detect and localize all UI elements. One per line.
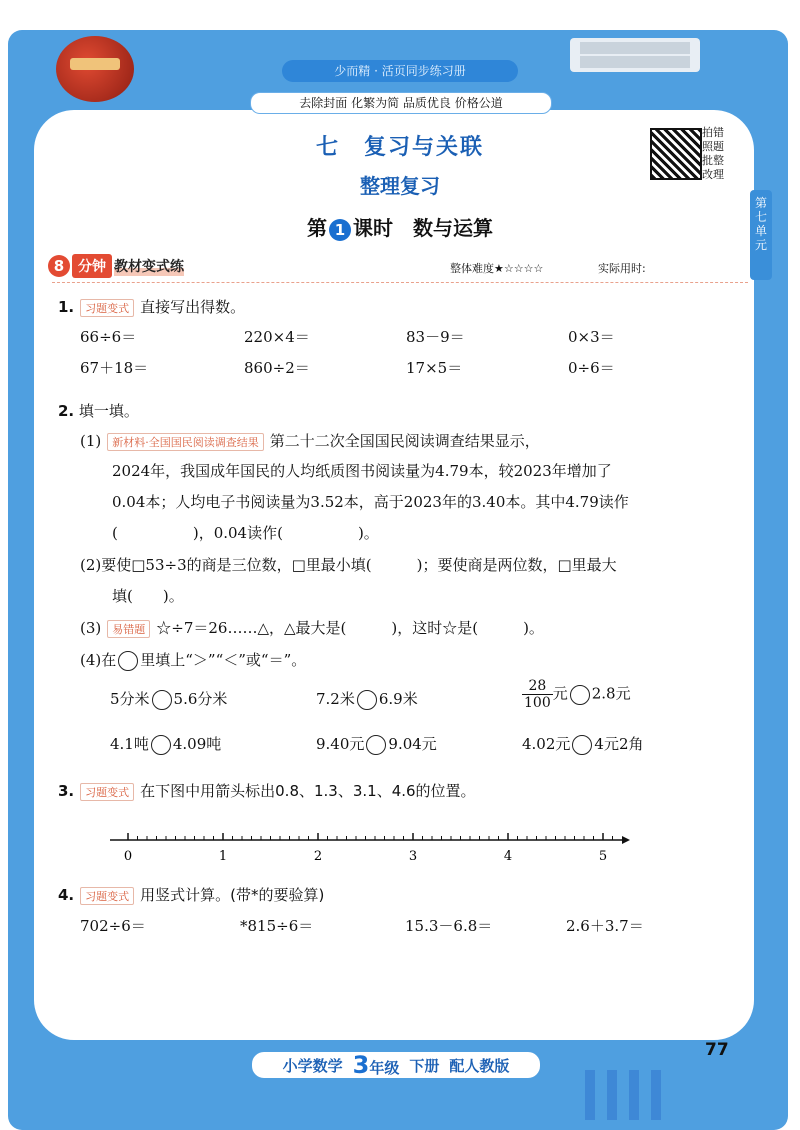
footer-label xyxy=(250,1050,542,1080)
question-prompt: 填一填。 xyxy=(78,402,139,420)
question-tag: 习题变式 xyxy=(80,299,134,317)
question-tag: 易错题 xyxy=(107,620,150,638)
compare-left: 4.02元 xyxy=(522,735,571,753)
practice-badge xyxy=(48,254,184,278)
exercise: 702÷6＝ xyxy=(80,917,146,935)
exercise: 0÷6＝ xyxy=(568,359,615,377)
tick-label: 5 xyxy=(598,849,608,864)
slogan: 去除封面 化繁为简 品质优良 价格公道 xyxy=(250,92,552,114)
question-prompt: 用竖式计算。(带*的要验算) xyxy=(140,886,325,904)
exercise: *815÷6＝ xyxy=(240,917,314,935)
term: 下册 xyxy=(409,1056,440,1075)
lesson-suffix: 课时 数与运算 xyxy=(353,216,493,240)
compare-circle[interactable] xyxy=(118,651,138,671)
compare-item xyxy=(110,733,221,755)
exercise: 66÷6＝ xyxy=(80,328,137,346)
compare-item xyxy=(522,733,644,755)
tick-label: 1 xyxy=(218,849,228,864)
fraction xyxy=(522,678,553,711)
stripe xyxy=(629,1070,639,1120)
q2-part1-line3: 0.04本；人均电子书阅读量为3.52本，高于2023年的3.40本。其中4.79读作 xyxy=(112,493,629,511)
question-3 xyxy=(58,780,476,801)
lesson-prefix: 第 xyxy=(307,216,327,240)
minutes-label: 分钟 xyxy=(72,254,112,278)
time-used: 实际用时: xyxy=(598,262,646,275)
number-line[interactable] xyxy=(100,820,640,870)
compare-right: 4.09吨 xyxy=(172,735,222,753)
compare-right: 5.6分米 xyxy=(173,690,228,708)
chapter-title: 七 复习与关联 xyxy=(315,135,484,160)
question-prompt: 在下图中用箭头标出0.8、1.3、3.1、4.6的位置。 xyxy=(140,782,476,800)
unit-side-tab: 第七单元 xyxy=(750,190,772,280)
page-number: 77 xyxy=(705,1040,729,1060)
question-number: 4. xyxy=(58,886,75,904)
compare-right: 4元2角 xyxy=(594,735,644,753)
practice-title: 教材变式练 xyxy=(114,256,184,276)
info-row xyxy=(580,42,690,54)
question-number: 3. xyxy=(58,782,75,800)
grade-label: 年级 xyxy=(369,1059,400,1077)
info-row xyxy=(580,56,690,68)
compare-circle[interactable] xyxy=(357,690,377,710)
tick-label: 4 xyxy=(503,849,513,864)
part-text: 第二十二次全国国民阅读调查结果显示， xyxy=(269,432,540,450)
compare-item xyxy=(110,688,227,710)
compare-item xyxy=(316,733,437,755)
q2-part1-line4: ( )，0.04读作( )。 xyxy=(112,524,379,542)
denominator: 100 xyxy=(524,695,551,711)
exercise: 0×3＝ xyxy=(568,328,615,346)
logo-tag xyxy=(70,58,120,70)
lesson-number: 1 xyxy=(329,219,351,241)
question-prompt: 直接写出得数。 xyxy=(140,298,246,316)
part-prefix: (4)在 xyxy=(80,651,117,669)
exercise: 67＋18＝ xyxy=(80,359,149,377)
compare-item xyxy=(522,678,631,711)
compare-circle[interactable] xyxy=(151,735,171,755)
info-box xyxy=(570,38,700,72)
grade xyxy=(353,1051,400,1079)
compare-circle[interactable] xyxy=(366,735,386,755)
question-number: 1. xyxy=(58,298,75,316)
compare-item xyxy=(316,688,418,710)
lesson-title xyxy=(0,212,800,241)
stripe xyxy=(585,1070,595,1120)
part-number: (3) xyxy=(80,619,102,637)
compare-circle[interactable] xyxy=(570,685,590,705)
unit: 元 xyxy=(552,684,568,703)
question-tag: 习题变式 xyxy=(80,887,134,905)
subject: 小学数学 xyxy=(282,1056,343,1075)
compare-circle[interactable] xyxy=(152,690,172,710)
stripe xyxy=(607,1070,617,1120)
question-tag: 习题变式 xyxy=(80,783,134,801)
q2-part1-line2: 2024年，我国成年国民的人均纸质图书阅读量为4.79本，较2023年增加了 xyxy=(112,462,612,480)
question-4 xyxy=(58,884,324,905)
q2-part2-line1: (2)要使□53÷3的商是三位数，□里最小填( )；要使商是两位数，□里最大 xyxy=(80,556,617,574)
difficulty-rating: 整体难度★☆☆☆☆ xyxy=(450,262,544,275)
minutes-number: 8 xyxy=(48,255,70,277)
compare-right: 9.04元 xyxy=(388,735,437,753)
q2-part4 xyxy=(80,649,306,671)
compare-right: 6.9米 xyxy=(378,690,418,708)
divider xyxy=(52,282,748,283)
tick-label: 0 xyxy=(123,849,133,864)
edition: 配人教版 xyxy=(449,1056,510,1075)
q2-part3 xyxy=(80,617,544,638)
q2-part2-line2: 填( )。 xyxy=(112,587,184,605)
series-banner: 少而精 · 活页同步练习册 xyxy=(282,60,518,82)
compare-left: 9.40元 xyxy=(316,735,365,753)
arrow-head-icon xyxy=(622,836,630,844)
section-title: 整理复习 xyxy=(360,174,440,198)
compare-left: 5分米 xyxy=(110,690,150,708)
question-number: 2. xyxy=(58,402,75,420)
compare-left: 4.1吨 xyxy=(110,735,149,753)
qr-label: 拍错照题批整改理 xyxy=(702,126,724,181)
part-number: (1) xyxy=(80,432,102,450)
question-tag: 新材料·全国国民阅读调查结果 xyxy=(107,433,264,451)
tick-label: 3 xyxy=(408,849,418,864)
compare-circle[interactable] xyxy=(572,735,592,755)
stripe xyxy=(651,1070,661,1120)
exercise: 860÷2＝ xyxy=(244,359,310,377)
exercise: 83－9＝ xyxy=(406,328,465,346)
grade-number: 3 xyxy=(352,1051,370,1079)
part-suffix: 里填上“＞”“＜”或“＝”。 xyxy=(140,651,307,669)
q2-part1-line1 xyxy=(80,430,540,451)
exercise: 17×5＝ xyxy=(406,359,463,377)
part-text: ☆÷7＝26……△，△最大是( )，这时☆是( )。 xyxy=(156,619,544,637)
numerator: 28 xyxy=(522,678,553,695)
question-2 xyxy=(58,400,139,421)
tick-label: 2 xyxy=(313,849,323,864)
compare-left: 7.2米 xyxy=(316,690,355,708)
decor-stripes xyxy=(585,1070,665,1120)
compare-right: 2.8元 xyxy=(591,684,631,703)
question-1 xyxy=(58,296,245,317)
exercise: 2.6＋3.7＝ xyxy=(566,917,644,935)
exercise: 15.3－6.8＝ xyxy=(405,917,493,935)
exercise: 220×4＝ xyxy=(244,328,310,346)
